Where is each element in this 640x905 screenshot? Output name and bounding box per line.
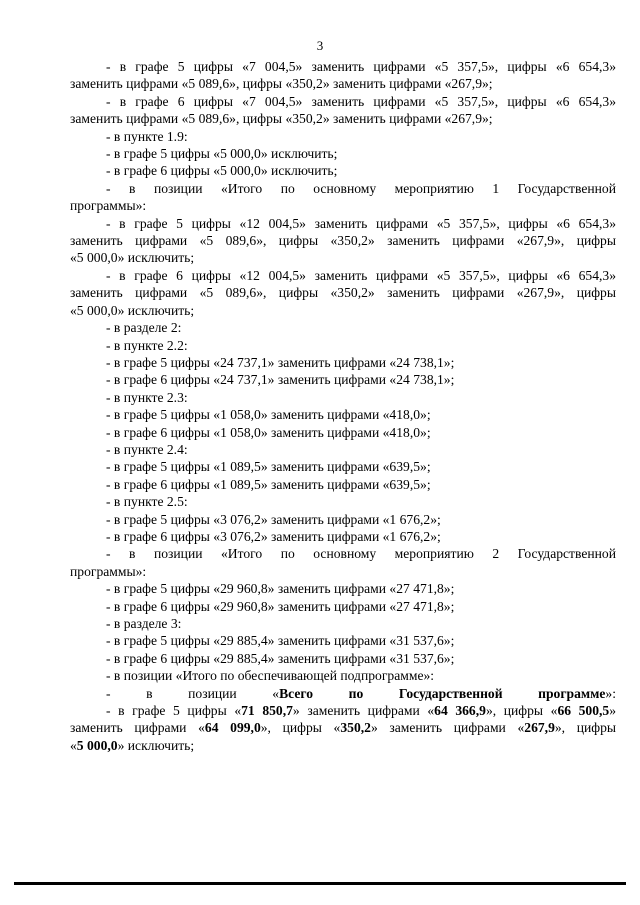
text-line-vsego-cont bbox=[70, 719, 616, 736]
text-line: заменить цифрами «5 089,6», цифры «350,2» заменить цифрами «267,9»; bbox=[70, 76, 493, 92]
text-line: - в графе 6 цифры «3 076,2» заменить цифрами «1 676,2»; bbox=[106, 528, 441, 544]
text-line: - в пункте 1.9: bbox=[106, 128, 188, 144]
text-line: заменить цифрами «5 089,6», цифры «350,2» заменить цифрами «267,9», цифры bbox=[70, 233, 616, 249]
bold-fragment: 71 850,7 bbox=[241, 703, 293, 719]
text-line-vsego-grafa5 bbox=[70, 702, 616, 719]
text-line: - в графе 5 цифры «24 737,1» заменить цифрами «24 738,1»; bbox=[106, 354, 455, 370]
bold-fragment: 64 366,9 bbox=[434, 703, 486, 719]
bold-fragment: 5 000,0 bbox=[76, 737, 118, 753]
text-line: - в графе 6 цифры «7 004,5» заменить цифрами «5 357,5», цифры «6 654,3» bbox=[106, 93, 616, 109]
text-lines bbox=[70, 58, 616, 685]
bold-fragment: 66 500,5 bbox=[557, 703, 610, 719]
text-line: - в графе 5 цифры «12 004,5» заменить цифрами «5 357,5», цифры «6 654,3» bbox=[106, 215, 616, 231]
text-line: - в графе 6 цифры «5 000,0» исключить; bbox=[106, 163, 338, 179]
text-fragment: » bbox=[609, 703, 617, 719]
text-line: - в разделе 3: bbox=[106, 616, 182, 631]
text-line: заменить цифрами «5 089,6», цифры «350,2» заменить цифрами «267,9»; bbox=[70, 111, 493, 127]
text-line-vsego-position bbox=[70, 685, 616, 702]
text-fragment: » заменить цифрами « bbox=[370, 720, 525, 736]
text-fragment: »: bbox=[605, 685, 616, 701]
text-line: - в графе 6 цифры «1 058,0» заменить цифрами «418,0»; bbox=[106, 424, 431, 440]
text-line: - в графе 6 цифры «24 737,1» заменить цифрами «24 738,1»; bbox=[106, 372, 455, 388]
text-line: «5 000,0» исключить; bbox=[70, 302, 195, 318]
text-line: - в графе 6 цифры «29 885,4» заменить цифрами «31 537,6»; bbox=[106, 650, 455, 666]
text-line: - в пункте 2.4: bbox=[106, 441, 188, 457]
text-line: - в позиции «Итого по основному мероприятию 1 Государственной bbox=[106, 180, 616, 196]
text-line: - в графе 5 цифры «7 004,5» заменить цифрами «5 357,5», цифры «6 654,3» bbox=[106, 59, 616, 74]
text-line: - в позиции «Итого по основному мероприятию 2 Государственной bbox=[106, 546, 616, 562]
document-body bbox=[70, 58, 616, 754]
text-line: - в графе 6 цифры «29 960,8» заменить цифрами «27 471,8»; bbox=[106, 598, 455, 614]
bold-fragment: Всего по Государственной программе bbox=[279, 685, 606, 701]
bold-fragment: 350,2 bbox=[340, 720, 371, 736]
text-line: - в графе 5 цифры «1 058,0» заменить цифрами «418,0»; bbox=[106, 407, 431, 423]
text-line-vsego-end bbox=[70, 737, 616, 754]
bold-fragment: 64 099,0 bbox=[204, 720, 261, 736]
bold-fragment: 267,9 bbox=[524, 720, 555, 736]
text-line: заменить цифрами «5 089,6», цифры «350,2» заменить цифрами «267,9», цифры bbox=[70, 285, 616, 301]
text-line: - в пункте 2.3: bbox=[106, 389, 188, 405]
text-fragment: - в графе 5 цифры « bbox=[106, 703, 242, 719]
bottom-rule bbox=[14, 882, 626, 885]
text-fragment: », цифры « bbox=[485, 703, 558, 719]
text-line: - в графе 5 цифры «1 089,5» заменить цифрами «639,5»; bbox=[106, 459, 431, 475]
text-line: «5 000,0» исключить; bbox=[70, 250, 195, 266]
text-line: - в графе 6 цифры «1 089,5» заменить цифрами «639,5»; bbox=[106, 476, 431, 492]
text-line: - в графе 5 цифры «3 076,2» заменить цифрами «1 676,2»; bbox=[106, 511, 441, 527]
text-line: - в позиции «Итого по обеспечивающей подпрограмме»: bbox=[106, 668, 435, 684]
text-fragment: », цифры « bbox=[260, 720, 341, 736]
text-line: - в графе 6 цифры «12 004,5» заменить цифрами «5 357,5», цифры «6 654,3» bbox=[106, 267, 616, 283]
text-line: - в разделе 2: bbox=[106, 320, 182, 336]
text-fragment: « bbox=[70, 737, 77, 753]
text-fragment: » заменить цифрами « bbox=[292, 703, 435, 719]
text-fragment: », цифры bbox=[554, 720, 617, 736]
text-fragment: - в позиции « bbox=[106, 685, 280, 701]
text-line: - в графе 5 цифры «5 000,0» исключить; bbox=[106, 146, 338, 162]
text-line: программы»: bbox=[70, 563, 147, 579]
text-fragment: заменить цифрами « bbox=[70, 720, 205, 736]
text-fragment: » исключить; bbox=[117, 737, 195, 753]
text-line: - в пункте 2.2: bbox=[106, 337, 188, 353]
text-line: - в пункте 2.5: bbox=[106, 494, 188, 510]
text-line: - в графе 5 цифры «29 885,4» заменить цифрами «31 537,6»; bbox=[106, 633, 455, 649]
page-number: 3 bbox=[316, 38, 324, 53]
text-line: - в графе 5 цифры «29 960,8» заменить цифрами «27 471,8»; bbox=[106, 581, 455, 597]
text-line: программы»: bbox=[70, 198, 147, 214]
